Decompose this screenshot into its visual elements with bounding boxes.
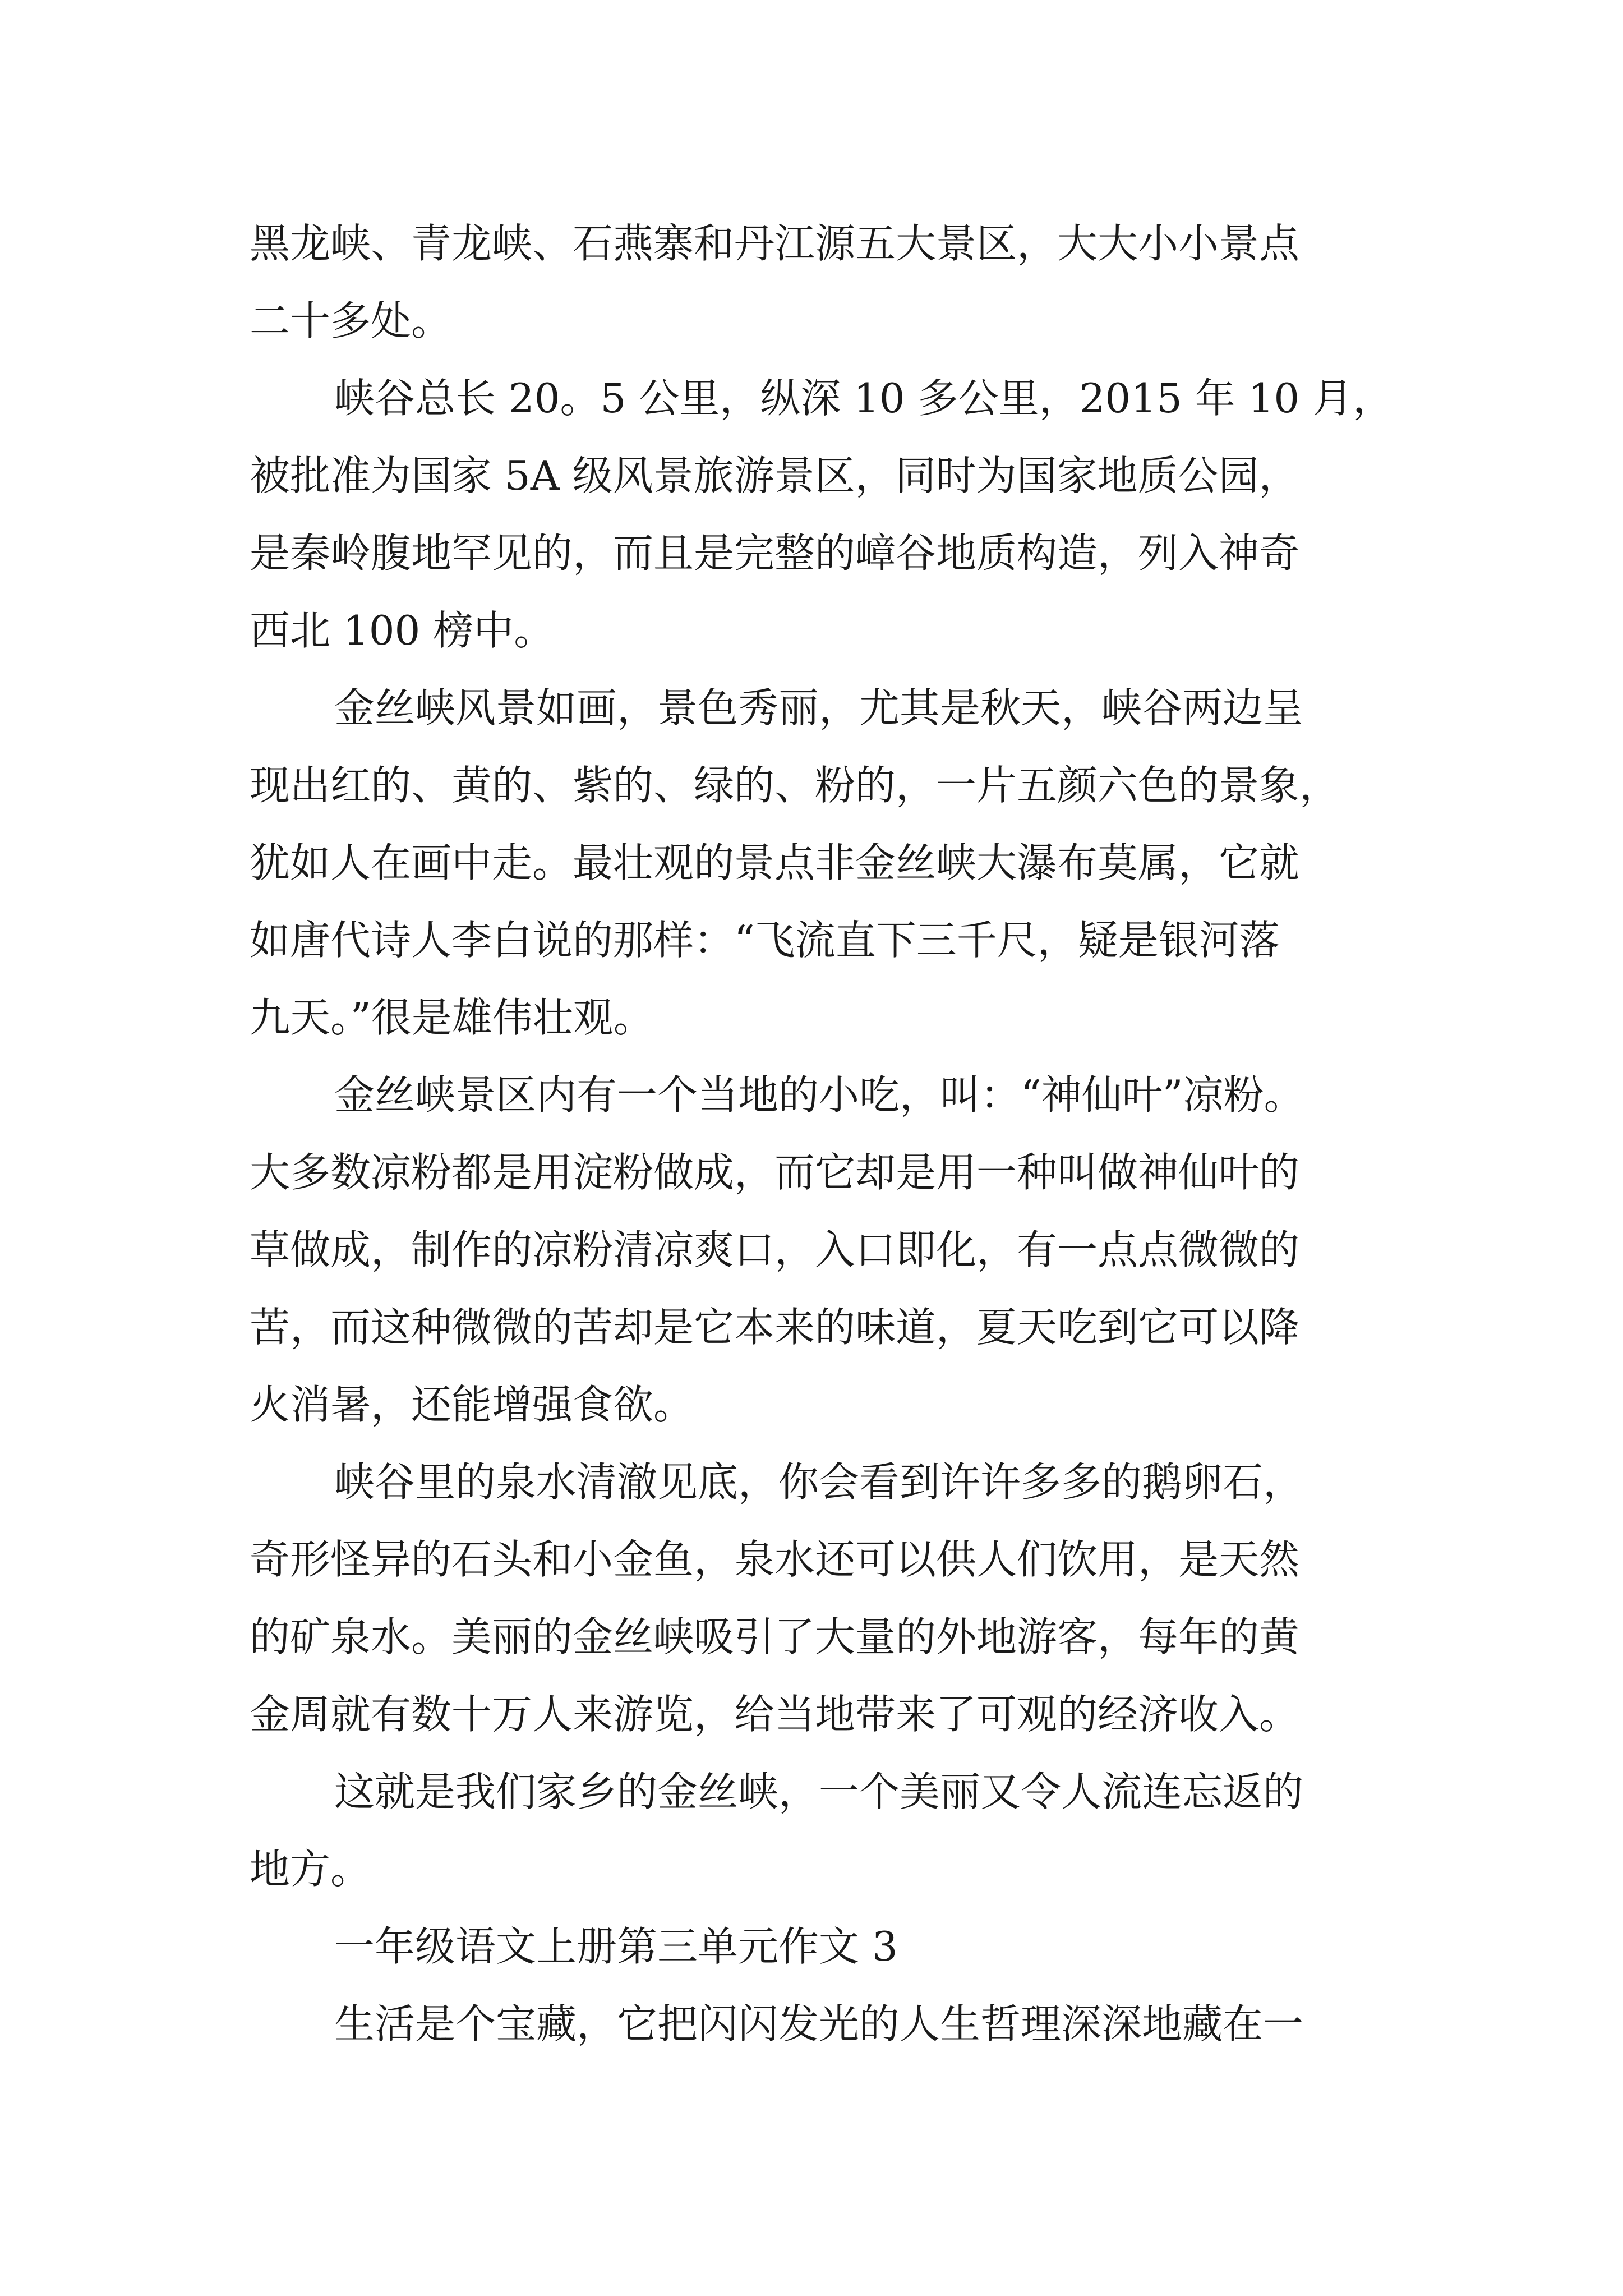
text-line: 黑龙峡、青龙峡、石燕寨和丹江源五大景区，大大小小景点 (250, 220, 1300, 267)
paragraph-first-line: 金丝峡景区内有一个当地的小吃，叫：“神仙叶”凉粉。 (334, 1071, 1304, 1119)
text-line: 奇形怪异的石头和小金鱼，泉水还可以供人们饮用，是天然 (250, 1536, 1300, 1583)
text-line: 地方。 (250, 1846, 371, 1893)
text-line: 现出红的、黄的、紫的、绿的、粉的，一片五颜六色的景象， (250, 762, 1340, 809)
text-line: 金周就有数十万人来游览，给当地带来了可观的经济收入。 (250, 1691, 1300, 1738)
text-line: 苦，而这种微微的苦却是它本来的味道，夏天吃到它可以降 (250, 1304, 1300, 1351)
paragraph-first-line: 生活是个宝藏，它把闪闪发光的人生哲理深深地藏在一 (334, 2000, 1304, 2047)
section-heading: 一年级语文上册第三单元作文 3 (334, 1923, 898, 1970)
paragraph-first-line: 峡谷总长 20。5 公里，纵深 10 多公里，2015 年 10 月， (334, 375, 1394, 422)
text-line: 二十多处。 (250, 297, 452, 344)
text-line: 九天。”很是雄伟壮观。 (250, 994, 654, 1041)
text-line: 被批准为国家 5A 级风景旅游景区，同时为国家地质公园， (250, 452, 1299, 499)
text-line: 犹如人在画中走。最壮观的景点非金丝峡大瀑布莫属，它就 (250, 839, 1300, 886)
text-line: 西北 100 榜中。 (250, 607, 555, 654)
paragraph-first-line: 金丝峡风景如画，景色秀丽，尤其是秋天，峡谷两边呈 (334, 684, 1304, 731)
text-line: 火消暑，还能增强食欲。 (250, 1381, 694, 1428)
text-line: 的矿泉水。美丽的金丝峡吸引了大量的外地游客，每年的黄 (250, 1613, 1300, 1660)
text-line: 是秦岭腹地罕见的，而且是完整的嶂谷地质构造，列入神奇 (250, 530, 1300, 577)
paragraph-first-line: 这就是我们家乡的金丝峡，一个美丽又令人流连忘返的 (334, 1768, 1304, 1815)
text-line: 草做成，制作的凉粉清凉爽口，入口即化，有一点点微微的 (250, 1226, 1300, 1273)
text-line: 大多数凉粉都是用淀粉做成，而它却是用一种叫做神仙叶的 (250, 1149, 1300, 1196)
text-line: 如唐代诗人李白说的那样：“飞流直下三千尺，疑是银河落 (250, 917, 1280, 964)
paragraph-first-line: 峡谷里的泉水清澈见底，你会看到许许多多的鹅卵石， (334, 1458, 1304, 1506)
